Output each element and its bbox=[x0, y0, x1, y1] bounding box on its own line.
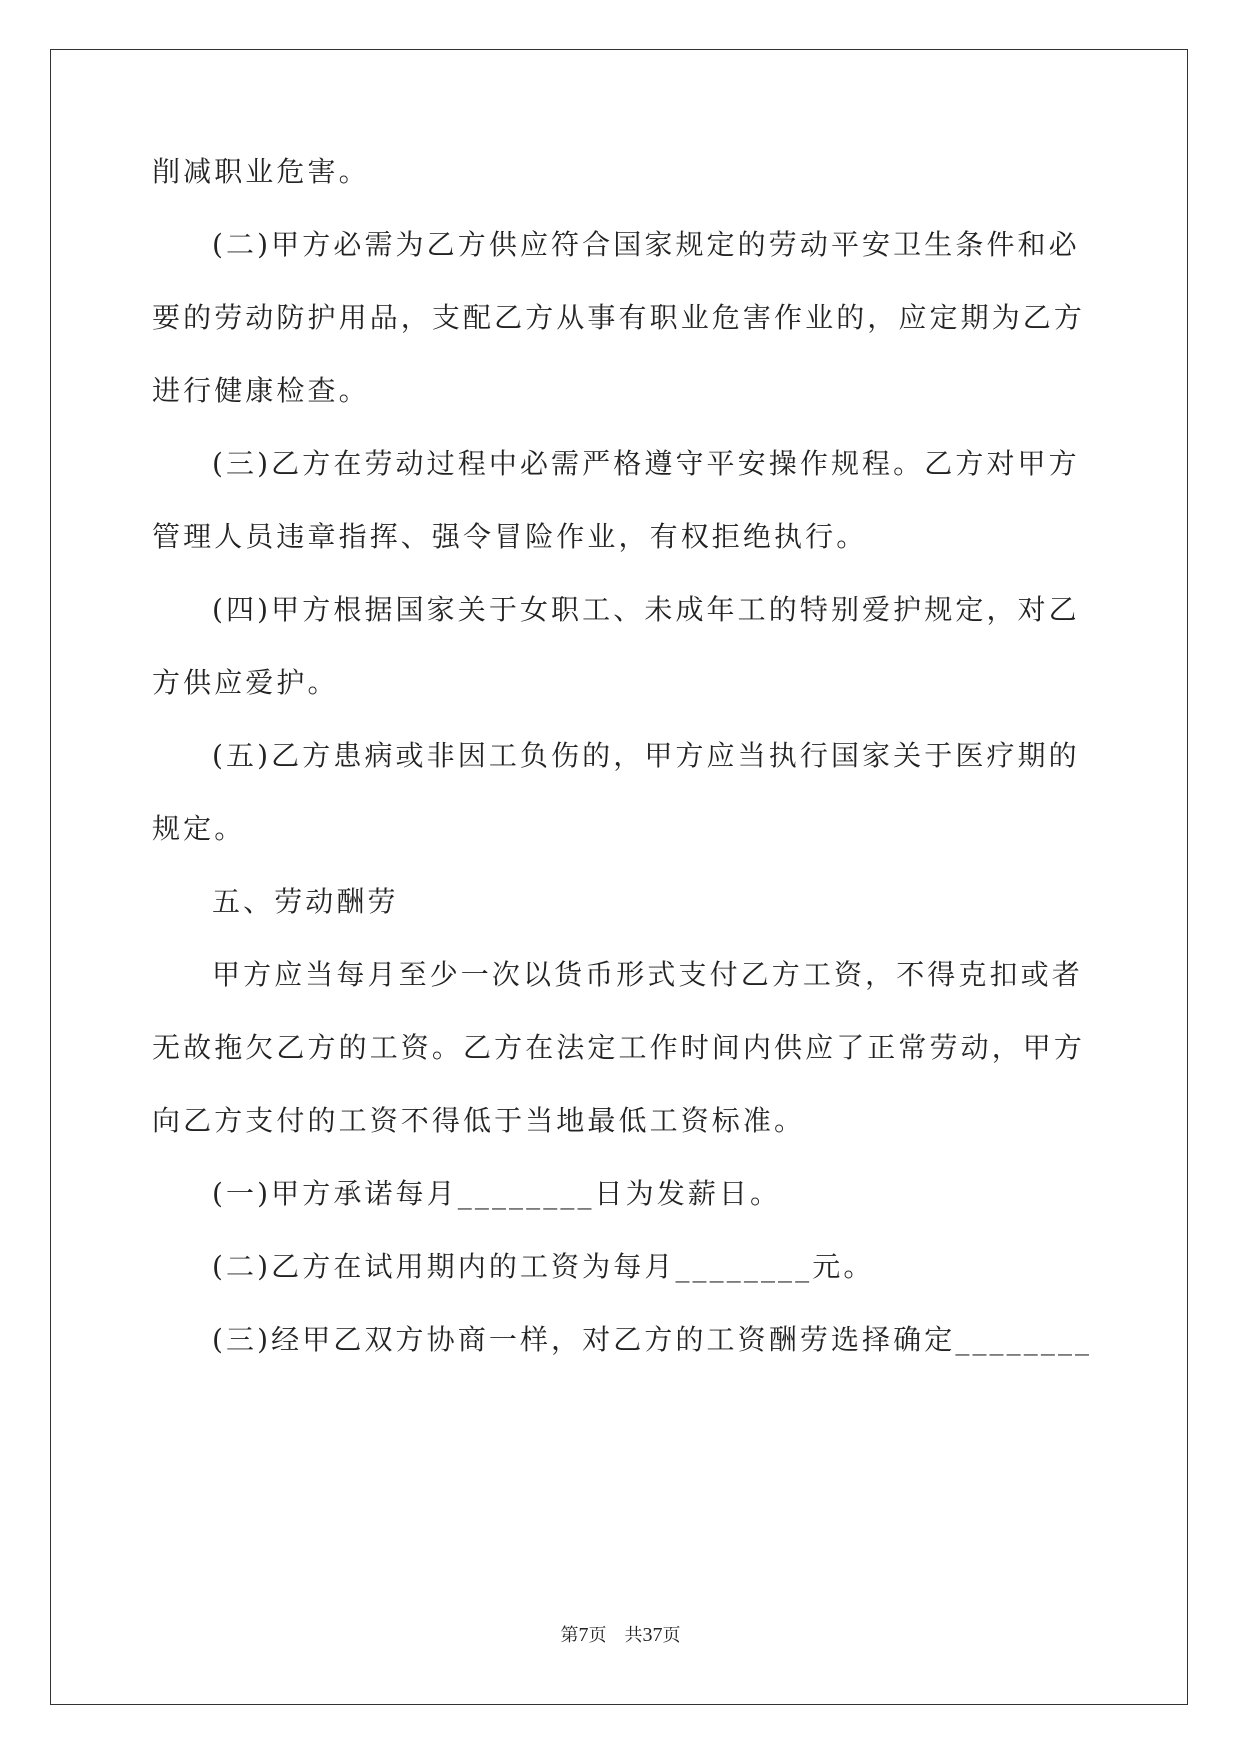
section-heading: 五、劳动酬劳 bbox=[212, 885, 399, 918]
total-page-count: 37 bbox=[642, 1624, 663, 1646]
body-line: (五)乙方患病或非因工负伤的，甲方应当执行国家关于医疗期的 bbox=[212, 739, 1080, 772]
body-line: 方供应爱护。 bbox=[152, 666, 339, 699]
body-line: (二)甲方必需为乙方供应符合国家规定的劳动平安卫生条件和必 bbox=[212, 228, 1080, 261]
body-line: 进行健康检查。 bbox=[152, 374, 370, 407]
footer-prefix: 第 bbox=[560, 1625, 579, 1646]
page-number-footer bbox=[0, 1620, 1241, 1650]
body-line: (三)经甲乙双方协商一样，对乙方的工资酬劳选择确定________ bbox=[212, 1323, 1092, 1356]
body-line: 管理人员违章指挥、强令冒险作业，有权拒绝执行。 bbox=[152, 520, 868, 553]
body-line: (二)乙方在试用期内的工资为每月________元。 bbox=[212, 1250, 875, 1283]
body-line: (一)甲方承诺每月________日为发薪日。 bbox=[212, 1177, 782, 1210]
current-page-number: 7 bbox=[578, 1624, 589, 1646]
body-line: 向乙方支付的工资不得低于当地最低工资标准。 bbox=[152, 1104, 806, 1137]
body-line: 要的劳动防护用品，支配乙方从事有职业危害作业的，应定期为乙方 bbox=[152, 301, 1086, 334]
body-line: (三)乙方在劳动过程中必需严格遵守平安操作规程。乙方对甲方 bbox=[212, 447, 1080, 480]
footer-suffix: 页 bbox=[662, 1625, 681, 1646]
body-line: 无故拖欠乙方的工资。乙方在法定工作时间内供应了正常劳动，甲方 bbox=[152, 1031, 1086, 1064]
body-line: 削减职业危害。 bbox=[152, 155, 370, 188]
footer-mid: 页 共 bbox=[588, 1625, 643, 1646]
body-line: (四)甲方根据国家关于女职工、未成年工的特别爱护规定，对乙 bbox=[212, 593, 1080, 626]
body-line: 甲方应当每月至少一次以货币形式支付乙方工资，不得克扣或者 bbox=[212, 958, 1083, 991]
body-line: 规定。 bbox=[152, 812, 246, 845]
